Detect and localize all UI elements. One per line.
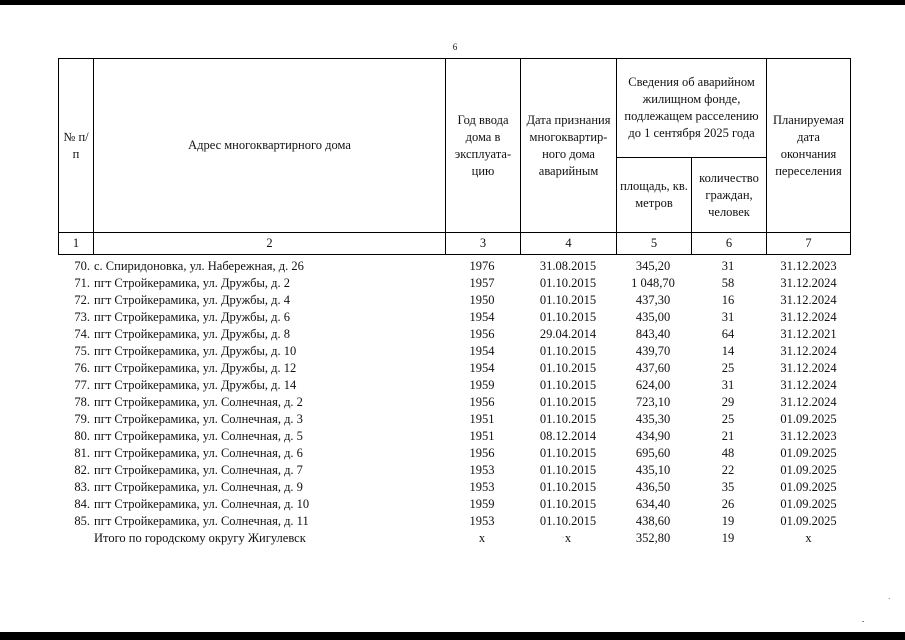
header-date: Дата признания многоквартир-ного дома аварийным <box>520 58 616 232</box>
row-people: 31 <box>721 259 735 273</box>
row-area: 438,60 <box>635 514 671 528</box>
table-row <box>58 479 851 496</box>
row-plan-date: 31.12.2023 <box>780 429 837 443</box>
row-area: 434,90 <box>635 429 671 443</box>
row-address: пгт Стройкерамика, ул. Дружбы, д. 8 <box>94 327 290 341</box>
total-area: 352,80 <box>635 531 671 545</box>
row-number: 77. <box>74 378 90 392</box>
index-cell: 3 <box>445 232 520 255</box>
row-number: 85. <box>74 514 90 528</box>
row-year: 1951 <box>469 412 495 426</box>
row-date: 01.10.2015 <box>539 446 597 460</box>
row-people: 35 <box>721 480 735 494</box>
row-date: 31.08.2015 <box>539 259 597 273</box>
row-people: 25 <box>721 412 735 426</box>
row-plan-date: 31.12.2021 <box>780 327 837 341</box>
row-number: 79. <box>74 412 90 426</box>
row-number: 80. <box>74 429 90 443</box>
row-year: 1953 <box>469 480 495 494</box>
row-year: 1956 <box>469 395 495 409</box>
table-row <box>58 292 851 309</box>
row-year: 1957 <box>469 276 495 290</box>
table-row <box>58 513 851 530</box>
table-row <box>58 360 851 377</box>
row-date: 01.10.2015 <box>539 463 597 477</box>
row-address: пгт Стройкерамика, ул. Дружбы, д. 12 <box>94 361 297 375</box>
table-row <box>58 411 851 428</box>
row-plan-date: 31.12.2024 <box>780 293 837 307</box>
row-address: пгт Стройкерамика, ул. Дружбы, д. 6 <box>94 310 290 324</box>
row-people: 21 <box>721 429 735 443</box>
row-number: 76. <box>74 361 90 375</box>
row-year: 1976 <box>469 259 495 273</box>
row-date: 01.10.2015 <box>539 361 597 375</box>
page-number: 6 <box>452 42 458 52</box>
row-year: 1954 <box>469 361 495 375</box>
row-address: пгт Стройкерамика, ул. Солнечная, д. 9 <box>94 480 303 494</box>
scan-speck: - <box>862 617 865 625</box>
row-area: 723,10 <box>635 395 671 409</box>
index-cell: 7 <box>766 232 851 255</box>
row-number: 78. <box>74 395 90 409</box>
index-cell: 4 <box>520 232 616 255</box>
row-address: с. Спиридоновка, ул. Набережная, д. 26 <box>94 259 304 273</box>
row-plan-date: 31.12.2024 <box>780 344 837 358</box>
row-plan-date: 31.12.2024 <box>780 378 837 392</box>
row-number: 83. <box>74 480 90 494</box>
header-year: Год ввода дома в эксплуата-цию <box>445 58 520 232</box>
table-row <box>58 343 851 360</box>
row-date: 01.10.2015 <box>539 310 597 324</box>
table-row <box>58 258 851 275</box>
row-number: 82. <box>74 463 90 477</box>
row-date: 08.12.2014 <box>539 429 597 443</box>
row-plan-date: 31.12.2024 <box>780 310 837 324</box>
scan-speck: · <box>888 595 891 603</box>
row-address: пгт Стройкерамика, ул. Дружбы, д. 14 <box>94 378 297 392</box>
row-date: 29.04.2014 <box>539 327 597 341</box>
row-address: пгт Стройкерамика, ул. Солнечная, д. 11 <box>94 514 309 528</box>
row-year: 1953 <box>469 514 495 528</box>
row-plan-date: 31.12.2024 <box>780 276 837 290</box>
row-year: 1956 <box>469 327 495 341</box>
row-date: 01.10.2015 <box>539 395 597 409</box>
row-area: 695,60 <box>635 446 671 460</box>
row-plan-date: 01.09.2025 <box>780 497 837 511</box>
row-year: 1959 <box>469 378 495 392</box>
top-edge-bar <box>0 0 905 5</box>
header-address: Адрес многоквартирного дома <box>93 58 445 232</box>
row-date: 01.10.2015 <box>539 293 597 307</box>
row-area: 624,00 <box>635 378 671 392</box>
row-people: 31 <box>721 378 735 392</box>
row-date: 01.10.2015 <box>539 480 597 494</box>
row-area: 437,30 <box>635 293 671 307</box>
row-people: 26 <box>721 497 735 511</box>
total-date: x <box>564 531 572 545</box>
row-number: 72. <box>74 293 90 307</box>
header-info: Сведения об аварийном жилищном фонде, подлежащем расселению до 1 сентября 2025 года <box>616 58 766 157</box>
row-date: 01.10.2015 <box>539 412 597 426</box>
row-address: пгт Стройкерамика, ул. Солнечная, д. 6 <box>94 446 303 460</box>
row-people: 64 <box>721 327 735 341</box>
row-year: 1954 <box>469 310 495 324</box>
row-people: 25 <box>721 361 735 375</box>
total-mark: · <box>562 535 564 541</box>
row-date: 01.10.2015 <box>539 497 597 511</box>
row-year: 1951 <box>469 429 495 443</box>
row-area: 435,00 <box>635 310 671 324</box>
row-year: 1950 <box>469 293 495 307</box>
row-year: 1953 <box>469 463 495 477</box>
row-area: 843,40 <box>635 327 671 341</box>
row-address: пгт Стройкерамика, ул. Дружбы, д. 2 <box>94 276 290 290</box>
header-area: площадь, кв. метров <box>616 157 691 232</box>
bottom-edge-bar <box>0 632 905 640</box>
row-address: пгт Стройкерамика, ул. Солнечная, д. 7 <box>94 463 303 477</box>
row-people: 31 <box>721 310 735 324</box>
row-address: пгт Стройкерамика, ул. Дружбы, д. 4 <box>94 293 290 307</box>
row-area: 1 048,70 <box>631 276 675 290</box>
table-row <box>58 309 851 326</box>
row-people: 58 <box>721 276 735 290</box>
row-number: 71. <box>74 276 90 290</box>
total-plan-date: x <box>805 531 812 545</box>
table-row <box>58 445 851 462</box>
table-row <box>58 394 851 411</box>
row-address: пгт Стройкерамика, ул. Солнечная, д. 3 <box>94 412 303 426</box>
row-people: 14 <box>721 344 735 358</box>
row-area: 435,10 <box>635 463 671 477</box>
row-year: 1954 <box>469 344 495 358</box>
row-year: 1959 <box>469 497 495 511</box>
row-number: 75. <box>74 344 90 358</box>
index-cell: 2 <box>93 232 445 255</box>
total-people: 19 <box>721 531 735 545</box>
table-header <box>58 58 851 255</box>
row-number: 73. <box>74 310 90 324</box>
table-row <box>58 326 851 343</box>
row-area: 439,70 <box>635 344 671 358</box>
row-address: пгт Стройкерамика, ул. Дружбы, д. 10 <box>94 344 297 358</box>
row-plan-date: 31.12.2024 <box>780 395 837 409</box>
row-area: 437,60 <box>635 361 671 375</box>
row-plan-date: 01.09.2025 <box>780 463 837 477</box>
header-plan: Планируемая дата окончания переселения <box>766 58 851 232</box>
row-number: 70. <box>74 259 90 273</box>
row-date: 01.10.2015 <box>539 344 597 358</box>
row-plan-date: 01.09.2025 <box>780 480 837 494</box>
index-cell: 5 <box>616 232 691 255</box>
row-plan-date: 01.09.2025 <box>780 446 837 460</box>
row-number: 84. <box>74 497 90 511</box>
row-area: 436,50 <box>635 480 671 494</box>
row-number: 81. <box>74 446 90 460</box>
index-cell: 1 <box>58 232 93 255</box>
header-num: № п/п <box>58 58 93 232</box>
index-cell: 6 <box>691 232 766 255</box>
table-row <box>58 377 851 394</box>
table-row <box>58 462 851 479</box>
row-address: пгт Стройкерамика, ул. Солнечная, д. 5 <box>94 429 303 443</box>
header-people: количество граждан, человек <box>691 157 766 232</box>
table-row <box>58 275 851 292</box>
total-year: x <box>478 531 486 545</box>
row-area: 345,20 <box>635 259 671 273</box>
row-date: 01.10.2015 <box>539 378 597 392</box>
row-date: 01.10.2015 <box>539 514 597 528</box>
row-people: 19 <box>721 514 735 528</box>
total-row <box>58 530 851 547</box>
table-row <box>58 428 851 445</box>
row-plan-date: 31.12.2023 <box>780 259 837 273</box>
row-year: 1956 <box>469 446 495 460</box>
row-address: пгт Стройкерамика, ул. Солнечная, д. 2 <box>94 395 303 409</box>
row-plan-date: 01.09.2025 <box>780 412 837 426</box>
table-row <box>58 496 851 513</box>
row-number: 74. <box>74 327 90 341</box>
row-area: 435,30 <box>635 412 671 426</box>
row-people: 29 <box>721 395 735 409</box>
row-people: 48 <box>721 446 735 460</box>
row-plan-date: 01.09.2025 <box>780 514 837 528</box>
row-area: 634,40 <box>635 497 671 511</box>
row-address: пгт Стройкерамика, ул. Солнечная, д. 10 <box>94 497 310 511</box>
row-date: 01.10.2015 <box>539 276 597 290</box>
table-body <box>58 258 851 547</box>
row-people: 16 <box>721 293 735 307</box>
row-plan-date: 31.12.2024 <box>780 361 837 375</box>
row-people: 22 <box>721 463 735 477</box>
total-label: Итого по городскому округу Жигулевск <box>94 531 306 545</box>
